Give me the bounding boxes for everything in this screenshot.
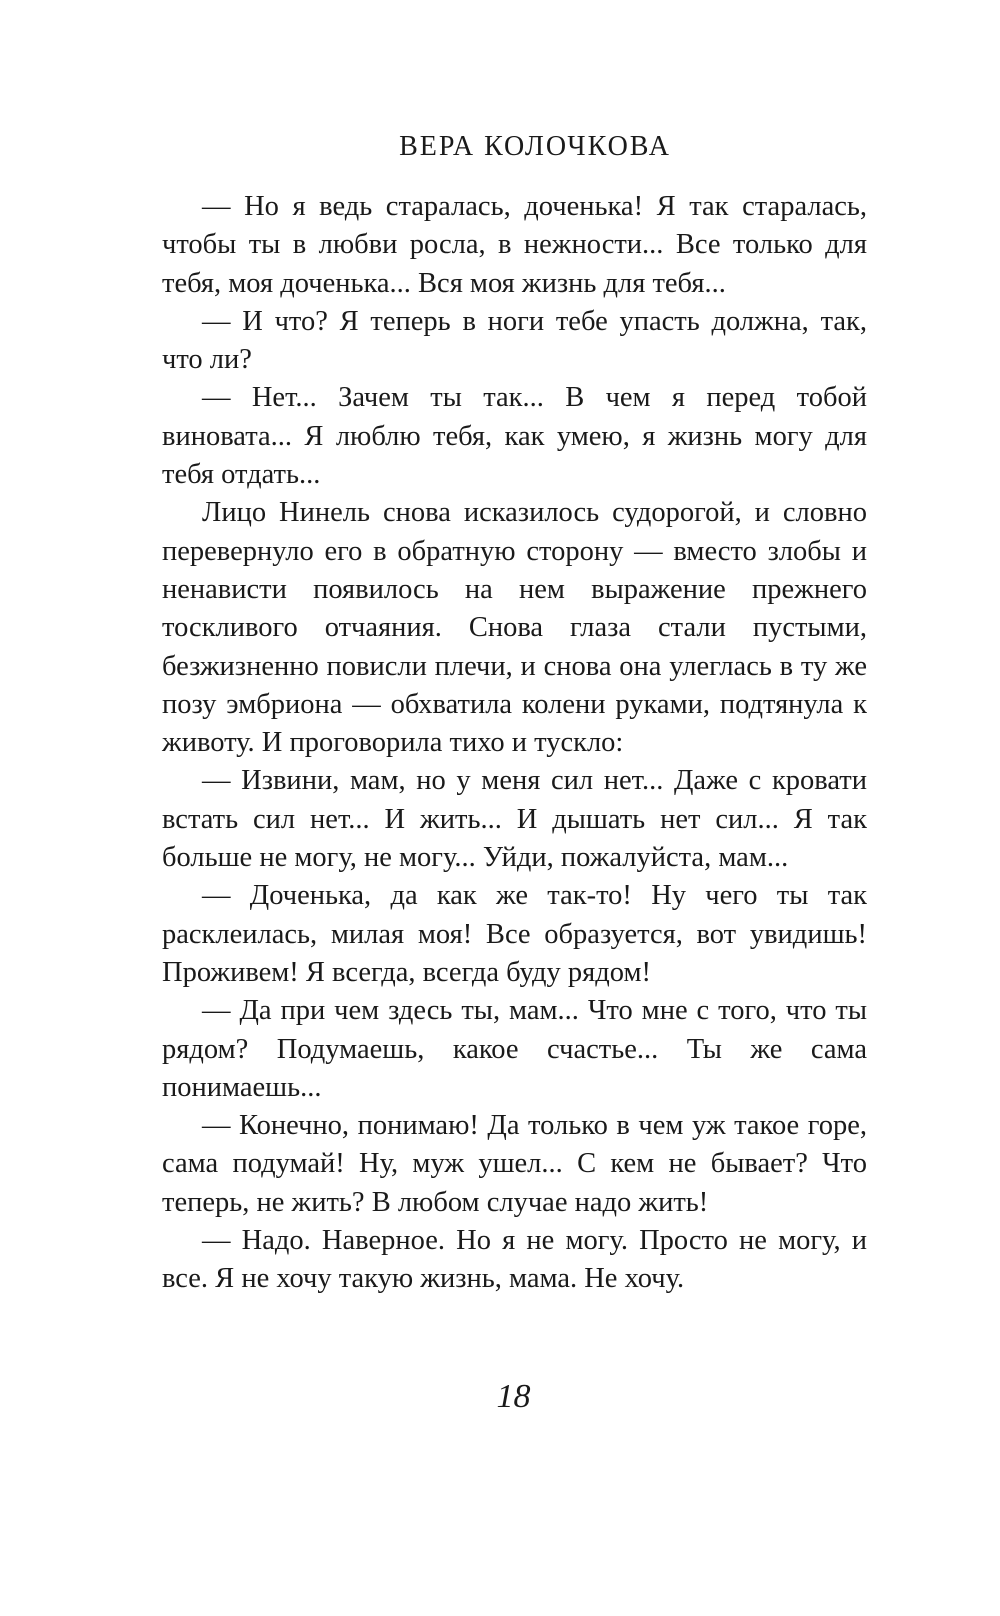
paragraph: — Извини, мам, но у меня сил нет... Даже с кровати встать сил нет... И жить... И дышать нет сил... Я так больше не могу, не могу... Уйди, пожалуйста, мам... — [162, 765, 867, 874]
paragraph: — Но я ведь старалась, доченька! Я так старалась, чтобы ты в любви росла, в нежности... Все только для тебя, моя доченька... Вся моя жизнь для тебя... — [162, 191, 867, 299]
paragraph: — И что? Я теперь в ноги тебе упасть должна, так, что ли? — [162, 305, 867, 376]
page-number: 18 — [496, 1378, 531, 1415]
paragraph: — Конечно, понимаю! Да только в чем уж такое горе, сама подумай! Ну, муж ушел... С кем не бывает? Что теперь, не жить? В любом случае надо жить! — [162, 1110, 867, 1218]
paragraph: — Надо. Наверное. Но я не могу. Просто не могу, и все. Я не хочу такую жизнь, мама. Не хочу. — [162, 1225, 867, 1295]
running-head: ВЕРА КОЛОЧКОВА — [399, 131, 671, 162]
body-text — [162, 188, 867, 1299]
paragraph: — Доченька, да как же так-то! Ну чего ты так расклеилась, милая моя! Все образуется, вот увидишь! Проживем! Я всегда, всегда буду рядом! — [162, 880, 867, 988]
paragraph: Лицо Нинель снова исказилось судорогой, и словно перевернуло его в обратную сторону — вместо злобы и ненависти появилось на нем выражение прежнего тоскливого отчаяния. Снова глаза стали пустыми, безжизненно повисли плечи, и снова она улеглась в ту же позу эмбриона — обхватила колени руками, подтянула к животу. И проговорила тихо и тускло: — [162, 497, 867, 759]
paragraph: — Да при чем здесь ты, мам... Что мне с того, что ты рядом? Подумаешь, какое счастье... Ты же сама понимаешь... — [162, 995, 867, 1103]
paragraph: — Нет... Зачем ты так... В чем я перед тобой виновата... Я люблю тебя, как умею, я жизнь могу для тебя отдать... — [162, 382, 867, 491]
